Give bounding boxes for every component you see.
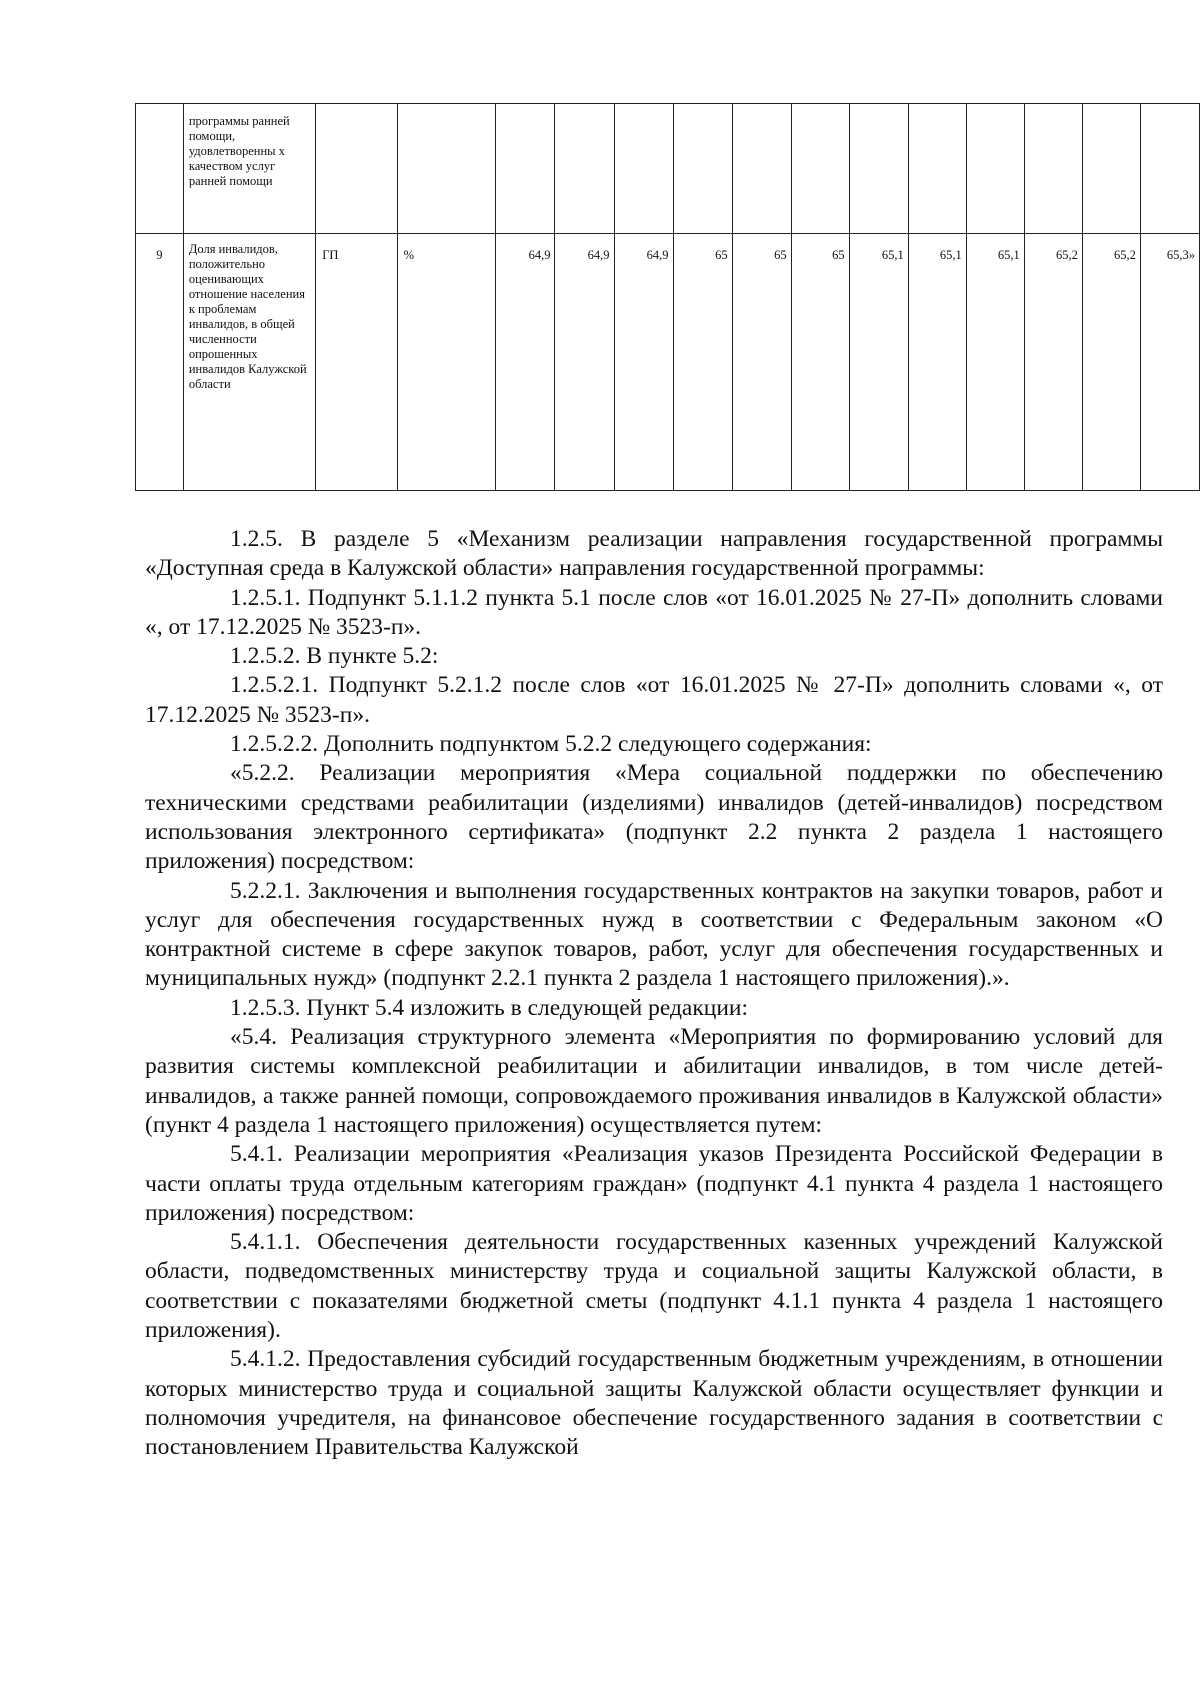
value-cell xyxy=(614,104,673,234)
row-index: 9 xyxy=(136,234,184,491)
value-cell xyxy=(908,104,966,234)
value-cell: 64,9 xyxy=(614,234,673,491)
paragraph-5-2-2: «5.2.2. Реализации мероприятия «Мера социальной поддержки по обеспечению техническими средствами реабилитации (изделиями) инвалидов (детей-инвалидов) посредством использования электронного сертификата» (подпункт 2.2 пункта 2 раздела 1 настоящего приложения) посредством: xyxy=(145,760,1163,875)
value-cell xyxy=(496,104,555,234)
value-cell xyxy=(673,104,732,234)
paragraph-5-4: «5.4. Реализация структурного элемента «Мероприятия по формированию условий для развития системы комплексной реабилитации и абилитации инвалидов, в том числе детей-инвалидов, а также ранней помощи, сопровождаемого проживания инвалидов в Калужской области» (пункт 4 раздела 1 настоящего приложения) осуществляется путем: xyxy=(145,1024,1163,1138)
paragraph-1-2-5-2-2: 1.2.5.2.2. Дополнить подпунктом 5.2.2 следующего содержания: xyxy=(230,731,872,758)
indicator-unit xyxy=(397,104,496,234)
indicator-name: программы ранней помощи, удовлетворенны х качеством услуг ранней помощи xyxy=(183,104,315,234)
indicator-unit: % xyxy=(397,234,496,491)
row-index xyxy=(136,104,184,234)
paragraph-1-2-5-3: 1.2.5.3. Пункт 5.4 изложить в следующей редакции: xyxy=(230,994,749,1021)
paragraph-1-2-5: 1.2.5. В разделе 5 «Механизм реализации направления государственной программы «Доступная среда в Калужской области» направления государственной программы: xyxy=(145,526,1163,582)
paragraph-5-4-1-2: 5.4.1.2. Предоставления субсидий государственным бюджетным учреждениям, в отношении которых министерство труда и социальной защиты Калужской области осуществляет функции и полномочия учредителя, на финансовое обеспечение государственного задания в соответствии с постановлением Правительства Калужской xyxy=(145,1346,1163,1461)
paragraph-5-4-1: 5.4.1. Реализации мероприятия «Реализация указов Президента Российской Федерации в части оплаты труда отдельным категориям граждан» (подпункт 4.1 пункта 4 раздела 1 настоящего приложения) посредством: xyxy=(145,1141,1163,1226)
paragraph-1-2-5-1: 1.2.5.1. Подпункт 5.1.1.2 пункта 5.1 после слов «от 16.01.2025 № 27-П» дополнить словами «, от 17.12.2025 № 3523-п». xyxy=(145,584,1163,640)
table-row xyxy=(136,104,1200,234)
paragraph-1-2-5-2: 1.2.5.2. В пункте 5.2: xyxy=(230,643,439,670)
value-cell xyxy=(1140,104,1199,234)
value-cell xyxy=(849,104,908,234)
paragraph-5-4-1-1: 5.4.1.1. Обеспечения деятельности государственных казенных учреждений Калужской области, подведомственных министерству труда и социальной защиты Калужской области, в соответствии с показателями бюджетной сметы (подпункт 4.1.1 пункта 4 раздела 1 настоящего приложения). xyxy=(145,1229,1163,1344)
paragraph-1-2-5-2-1: 1.2.5.2.1. Подпункт 5.2.1.2 после слов «от 16.01.2025 № 27-П» дополнить словами «, от 17.12.2025 № 3523-п». xyxy=(145,672,1163,728)
value-cell: 65,1 xyxy=(849,234,908,491)
value-cell: 65 xyxy=(791,234,849,491)
table-row xyxy=(136,234,1200,491)
value-cell: 65,3» xyxy=(1140,234,1199,491)
indicator-name: Доля инвалидов, положительно оценивающих отношение населения к проблемам инвалидов, в общей численности опрошенных инвалидов Калужской области xyxy=(183,234,315,491)
value-cell xyxy=(791,104,849,234)
value-cell xyxy=(732,104,791,234)
value-cell xyxy=(966,104,1024,234)
value-cell: 65,2 xyxy=(1082,234,1140,491)
value-cell: 64,9 xyxy=(555,234,614,491)
value-cell xyxy=(1082,104,1140,234)
indicator-source: ГП xyxy=(316,234,397,491)
value-cell: 65,1 xyxy=(908,234,966,491)
value-cell: 65,1 xyxy=(966,234,1024,491)
indicators-table xyxy=(135,103,1200,491)
value-cell xyxy=(555,104,614,234)
indicator-source xyxy=(316,104,397,234)
value-cell: 65 xyxy=(732,234,791,491)
value-cell xyxy=(1024,104,1082,234)
value-cell: 65 xyxy=(673,234,732,491)
value-cell: 65,2 xyxy=(1024,234,1082,491)
value-cell: 64,9 xyxy=(496,234,555,491)
paragraph-5-2-2-1: 5.2.2.1. Заключения и выполнения государственных контрактов на закупки товаров, работ и услуг для обеспечения государственных нужд в соответствии с Федеральным законом «О контрактной системе в сфере закупок товаров, работ, услуг для обеспечения государственных и муниципальных нужд» (подпункт 2.2.1 пункта 2 раздела 1 настоящего приложения).». xyxy=(145,877,1163,992)
document-body xyxy=(145,525,1163,1463)
